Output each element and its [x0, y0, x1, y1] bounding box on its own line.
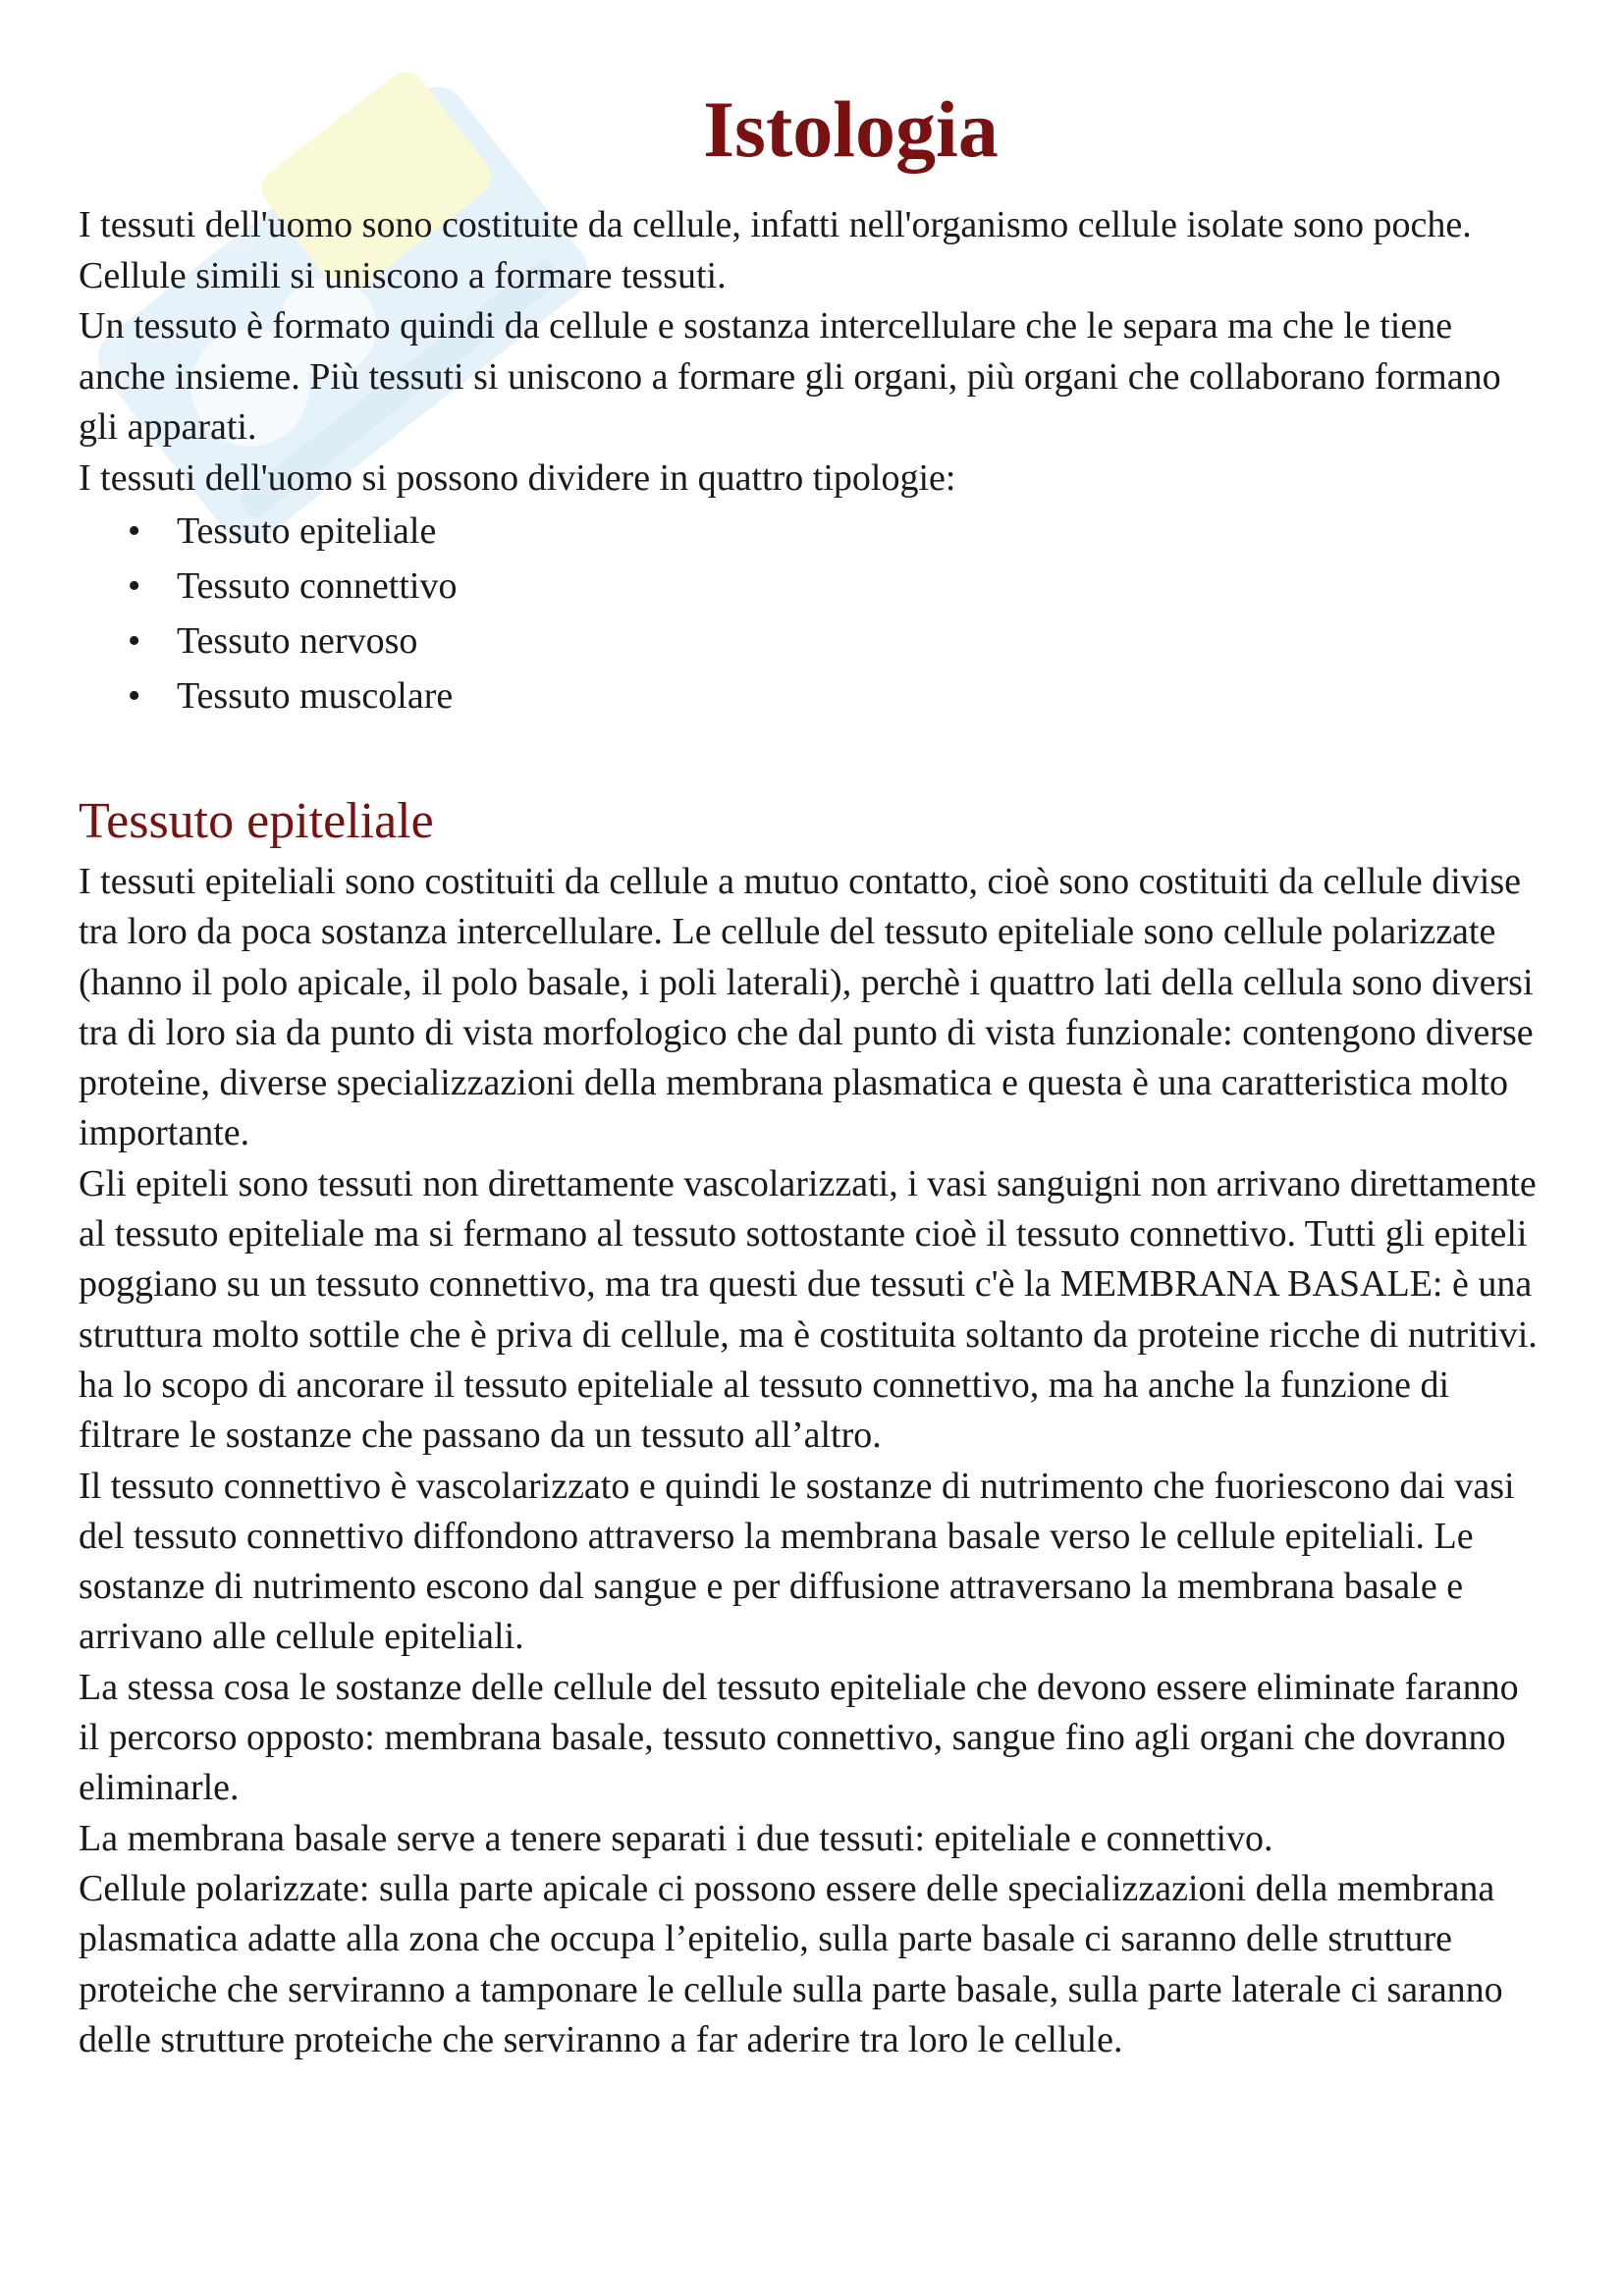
section-paragraph: Cellule polarizzate: sulla parte apicale ci possono essere delle specializzazioni della membrana plasmatica adatte alla zona che occupa l’epitelio, sulla parte basale ci saranno delle strutture proteiche che serviranno a tamponare le cellule sulla parte basale, sulla parte laterale ci saranno delle strutture proteiche che serviranno a far aderire tra loro le cellule. — [79, 1867, 1503, 2060]
intro-paragraph: Un tessuto è formato quindi da cellule e sostanza intercellulare che le separa ma che le tiene anche insieme. Più tessuti si uniscono a formare gli organi, più organi che collaborano formano gli apparati. — [79, 305, 1501, 448]
section-body — [79, 857, 1544, 2065]
list-item: • Tessuto connettivo — [79, 559, 1544, 614]
list-item: • Tessuto nervoso — [79, 614, 1544, 668]
tissue-types-list — [79, 504, 1544, 723]
list-item: • Tessuto epiteliale — [79, 504, 1544, 559]
page-title: Istologia — [703, 84, 999, 174]
intro-text — [79, 200, 1544, 504]
section-paragraph: Gli epiteli sono tessuti non direttamente vascolarizzati, i vasi sanguigni non arrivano direttamente al tessuto epiteliale ma si fermano al tessuto sottostante cioè il tessuto connettivo. Tutti gli epiteli poggiano su un tessuto connettivo, ma tra questi due tessuti c'è la MEMBRANA BASALE: è una struttura molto sottile che è priva di cellule, ma è costituita soltanto da proteine ricche di nutritivi. ha lo scopo di ancorare il tessuto epiteliale al tessuto connettivo, ma ha anche la funzione di filtrare le sostanze che passano da un tessuto all’altro. — [79, 1162, 1538, 1457]
list-item: • Tessuto muscolare — [79, 668, 1544, 723]
section-heading: Tessuto epiteliale — [79, 793, 434, 849]
section-paragraph: La membrana basale serve a tenere separati i due tessuti: epiteliale e connettivo. — [79, 1817, 1273, 1859]
intro-paragraph: I tessuti dell'uomo si possono dividere in quattro tipologie: — [79, 456, 956, 499]
section-paragraph: Il tessuto connettivo è vascolarizzato e quindi le sostanze di nutrimento che fuoriescono dai vasi del tessuto connettivo diffondono attraverso la membrana basale verso le cellule epiteliali. Le sostanze di nutrimento escono dal sangue e per diffusione attraversano la membrana basale e arrivano alle cellule epiteliali. — [79, 1465, 1515, 1658]
intro-paragraph: I tessuti dell'uomo sono costituite da cellule, infatti nell'organismo cellule isolate sono poche. Cellule simili si uniscono a formare tessuti. — [79, 204, 1472, 296]
section-paragraph: La stessa cosa le sostanze delle cellule del tessuto epiteliale che devono essere eliminate faranno il percorso opposto: membrana basale, tessuto connettivo, sangue fino agli organi che dovranno eliminarle. — [79, 1666, 1519, 1809]
section-paragraph: I tessuti epiteliali sono costituiti da cellule a mutuo contatto, cioè sono costituiti da cellule divise tra loro da poca sostanza intercellulare. Le cellule del tessuto epiteliale sono cellule polarizzate (hanno il polo apicale, il polo basale, i poli laterali), perchè i quattro lati della cellula sono diversi tra di loro sia da punto di vista morfologico che dal punto di vista funzionale: contengono diverse proteine, diverse specializzazioni della membrana plasmatica e questa è una caratteristica molto importante. — [79, 861, 1534, 1154]
